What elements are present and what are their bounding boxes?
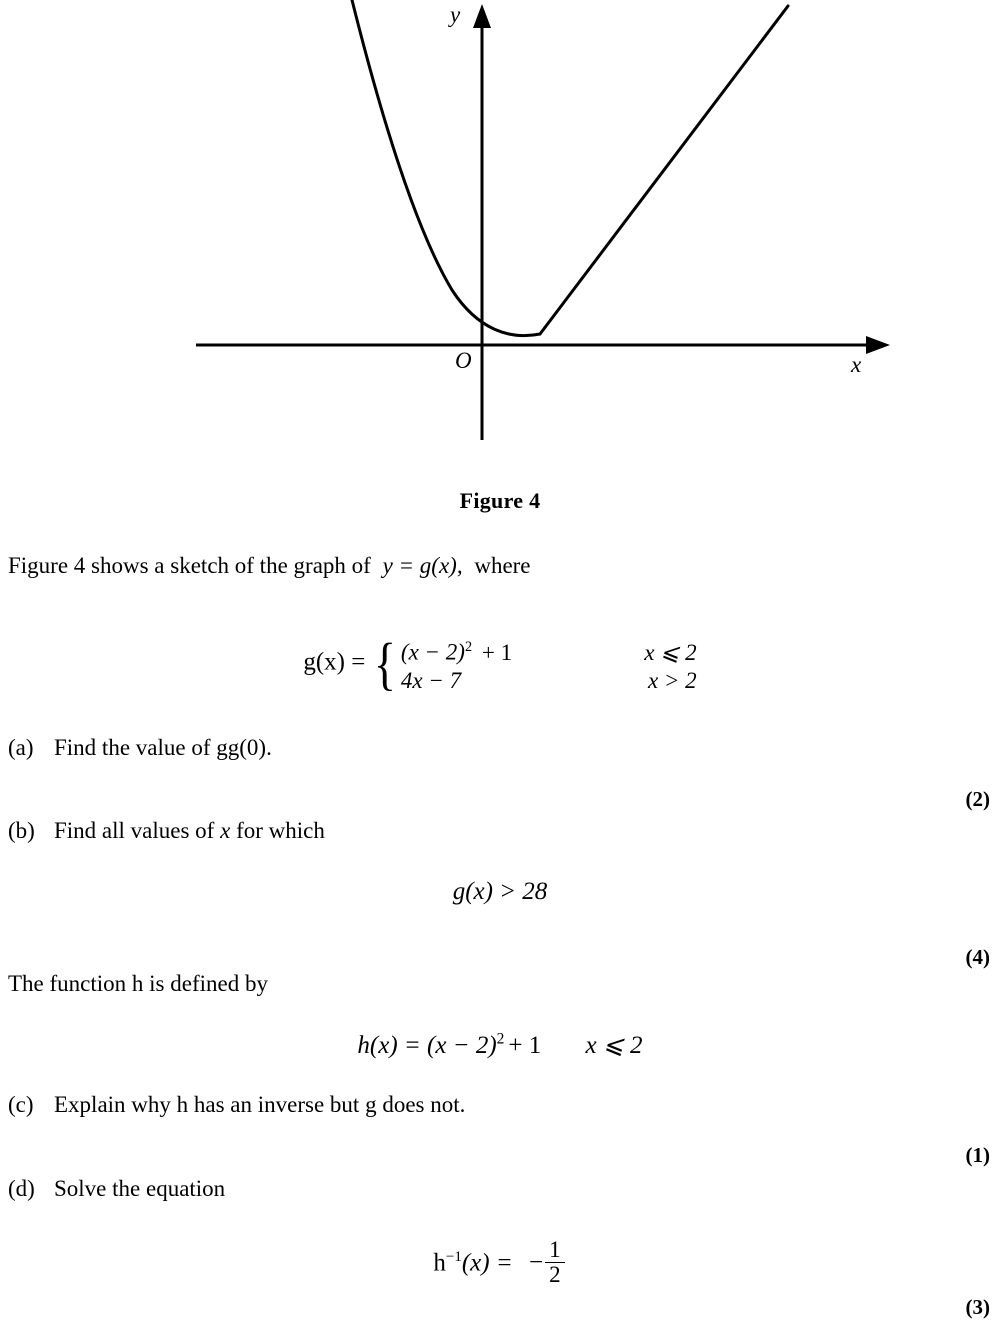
part-d — [8, 1173, 225, 1204]
part-b-variable: x — [220, 818, 231, 843]
definition-lhs: g(x) = — [303, 648, 366, 676]
intro-text-before: Figure 4 shows a sketch of the graph of — [8, 553, 371, 578]
part-a — [8, 732, 272, 763]
h-condition: x ⩽ 2 — [585, 1032, 643, 1059]
case1-plus: + 1 — [481, 639, 513, 665]
case2-expression: 4x − 7 — [400, 668, 462, 693]
part-b-text-2: for which — [230, 818, 325, 843]
final-minus: − — [528, 1249, 544, 1277]
x-axis-label: x — [851, 352, 862, 377]
part-a-label: (a) — [8, 735, 34, 760]
case1-exponent: 2 — [464, 639, 473, 655]
final-lhs: h — [433, 1249, 446, 1277]
figure-graph — [0, 0, 1000, 470]
origin-label: O — [455, 348, 472, 373]
h-exponent: 2 — [496, 1030, 505, 1048]
part-b-text-1: Find all values of — [54, 818, 221, 843]
part-b-label: (b) — [8, 818, 35, 843]
left-brace-icon: { — [373, 630, 397, 696]
h-lhs: h(x) = (x − 2) — [357, 1032, 497, 1059]
part-b — [8, 815, 325, 846]
h-function-intro: The function h is defined by — [8, 971, 268, 996]
case2-condition: x > 2 — [647, 668, 697, 693]
piecewise-case-2 — [401, 664, 697, 698]
part-c-label: (c) — [8, 1092, 34, 1117]
case1-condition: x ⩽ 2 — [644, 639, 697, 665]
piecewise-block — [371, 630, 697, 698]
fraction-one-half — [545, 1238, 565, 1287]
piecewise-case-1 — [401, 630, 697, 664]
part-b-inequality — [0, 878, 1000, 906]
intro-text-after: where — [474, 553, 531, 578]
inequality-expression: g(x) > 28 — [452, 878, 548, 905]
part-c — [8, 1089, 465, 1120]
part-c-marks: (1) — [965, 1143, 990, 1167]
figure-caption: Figure 4 — [459, 488, 541, 513]
function-definition — [0, 630, 1000, 698]
h-rhs: + 1 — [508, 1032, 542, 1059]
fraction-numerator: 1 — [549, 1237, 561, 1262]
y-axis-label: y — [450, 2, 461, 27]
final-equation — [0, 1237, 1000, 1289]
intro-line — [8, 550, 531, 581]
part-d-text: Solve the equation — [54, 1176, 226, 1201]
part-b-marks: (4) — [965, 945, 990, 969]
h-function-definition — [0, 1030, 1000, 1060]
part-a-text: Find the value of gg(0). — [54, 735, 272, 760]
fraction-denominator: 2 — [545, 1262, 565, 1287]
part-a-marks: (2) — [965, 787, 990, 811]
final-arg: (x) = — [461, 1249, 513, 1277]
case1-expression: (x − 2) — [400, 639, 465, 665]
part-c-text: Explain why h has an inverse but g does not. — [54, 1092, 466, 1117]
part-d-marks: (3) — [965, 1295, 990, 1319]
intro-equation: y = g(x), — [382, 553, 463, 578]
part-d-label: (d) — [8, 1176, 35, 1201]
inverse-exponent: −1 — [445, 1249, 462, 1266]
